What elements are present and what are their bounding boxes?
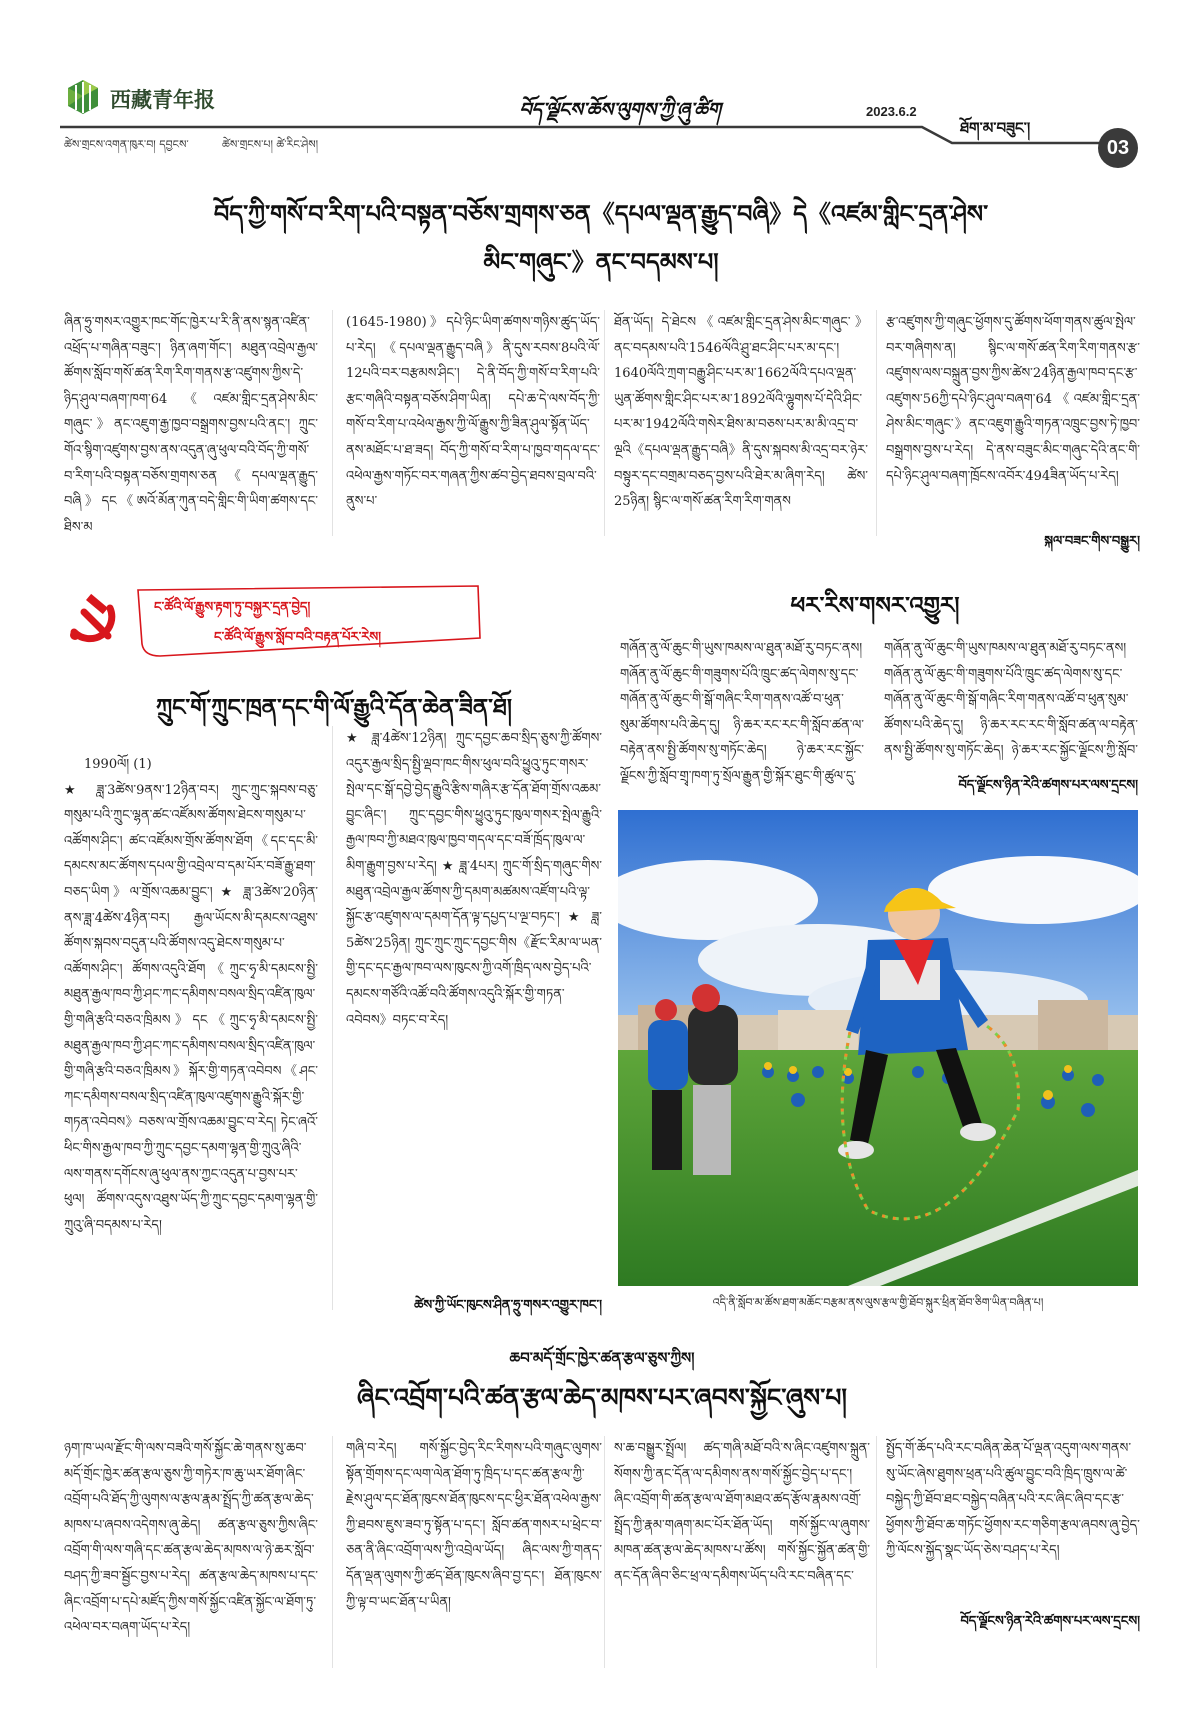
hammer-sickle-icon xyxy=(64,590,120,646)
column-divider xyxy=(876,310,877,536)
article1-signature: སྐལ་བཟང་གིས་བསྒྱུར། xyxy=(1044,534,1140,549)
section-name: ཐོག་མ་བཟུང་། xyxy=(960,119,1031,137)
article4-column-2: གཞི་བ་རེད། གསོ་སྐྱོང་བྱེད་རིང་རིགས་པའི་གཞུང་ལུགས་སྟོན་གྲོགས་དང་ལག་ལེན་ཐོག་ཏུ་ཁྲིད་པ་དང་ཚན་རྩལ་ཀྱི་རྗེས་ཤུལ་དང་ཐོན་ཁུངས་ཐོན་ཁུངས་དང་ཕྱིར་ཐོན་འཕེལ་རྒྱས་ཀྱི་ཐབས་ཇུས་ཟབ་ཏུ་སྟོན་པ་དང་། སློབ་ཚན་གསར་པ་ཕྲེང་བ་ཅན་ནི་ཞིང་འབྲོག་ལས་ཀྱི་འབྲེལ་ཡོད། ཞིང་ལས་ཀྱི་གནད་དོན་ལྡན་ལུགས་ཀྱི་ཚད་ཐོན་ཁུངས་ཞིབ་བྱ་དང་། ཐོན་ཁུངས་ཀྱི་ལྟ་བ་ཡང་ཐོན་པ་ཡིན། xyxy=(346,1441,602,1610)
article2-year: 1990ལོ། (1) xyxy=(84,757,152,772)
article1-column-2: (1645-1980)》དཔེ་ཉིང་ཡིག་ཚགས་གཉིས་ཚུད་ཡོད་པ་རེད། 《དཔལ་ལྡན་རྒྱུད་བཞི》ནི་དུས་རབས་8པའི་ལོ་12པའི་བར་བརྩམས་ཤིང་། དེ་ནི་བོད་ཀྱི་གསོ་བ་རིག་པའི་རྩང་གཞིའི་བསྟན་བཅོས་ཤིག་ཡིན། དཔེ་ཆ་དེ་ལས་བོད་ཀྱི་གསོ་བ་རིག་པ་འཕེལ་རྒྱས་ཀྱི་ལོ་རྒྱུས་ཀྱི་ཟིན་ཤུལ་སྟོན་ཡོད་ནས་མཐོང་པ་ཐ་ཟད། བོད་ཀྱི་གསོ་བ་རིག་པ་ཁྱབ་གདལ་དང་འཕེལ་རྒྱས་གཏོང་བར་གཞན་ཀྱིས་ཚབ་བྱེད་ཐབས་བྲལ་བའི་ནུས་པ་ xyxy=(346,315,600,510)
article4-title: ཞིང་འབྲོག་པའི་ཚན་རྩལ་ཆེད་མཁས་པར་ཞབས་སྐྱོང་ཞུས་པ། xyxy=(357,1383,847,1412)
banner-line-1: ང་ཚོའི་ལོ་རྒྱུས་རྟག་ཏུ་བསྐྱར་དྲན་བྱེད། xyxy=(154,600,311,615)
column-divider xyxy=(332,1436,333,1668)
article4-signature: བོད་ལྗོངས་ཉིན་རེའི་ཚགས་པར་ལས་དྲངས། xyxy=(960,1614,1140,1629)
column-divider xyxy=(604,310,605,536)
article2-column-2: ★ ཟླ་4ཚེས་12ཉིན། ཀྲུང་དབྱང་ཆབ་སྲིད་ཅུས་ཀྱི་ཚོགས་འདུར་རྒྱལ་སྲིད་སྤྱི་ལྡབ་ཁང་གིས་ཕུལ་བའི་ཕྱུའུ་ཏུང་གསར་སྤེལ་དང་སྒོ་དབྱེ་བྱེད་རྒྱུའི་རྩིས་གཞིར་རྩ་དོན་ཐོག་གྲོས་འཆམ་བྱུང་ཞིང་། ཀྲུང་དབྱང་གིས་ཕྱུའུ་ཏུང་ཁུལ་གསར་སྤེལ་རྒྱུའི་རྒྱལ་ཁབ་ཀྱི་མཐའ་ཁུལ་ཁྱབ་གདལ་དང་བཟོ་ཁྲོད་ཁུལ་ལ་མིག་རྒྱུག་བྱས་པ་རེད། ★ ཟླ་4པར། ཀྲུང་གོ་སྲིད་གཞུང་གིས་མཐུན་འབྲེལ་རྒྱལ་ཚོགས་ཀྱི་དམག་མཚམས་འཛོག་པའི་ལྟ་སྐྱོང་རྩ་འཛུགས་ལ་དམག་དོན་ལྟ་དཔྱད་པ་ལྔ་བཏང་། ★ ཟླ་5ཚེས་25ཉིན། ཀྲུང་ཀྲུང་ཀྲུང་དབྱང་གིས《རྫོང་རིམ་ལ་ཡན་གྱི་དང་དང་རྒྱལ་ཁབ་ལས་ཁུངས་ཀྱི་འགོ་ཁྲིད་ལས་བྱེད་པའི་དམངས་གཙོའི་འཚོ་བའི་ཚོགས་འདུའི་སྐོར་གྱི་གཏན་འབེབས》བཏང་བ་རེད། xyxy=(346,731,602,1028)
article3-column-2: གཞོན་ནུ་ལོ་ཆུང་གི་ཡུས་ཁམས་ལ་ཐུན་མཐོ་རུ་བཏང་ནས། གཞོན་ནུ་ལོ་ཆུང་གི་གཟུགས་པོའི་ཁྲུང་ཚད་ལེགས་སུ་དང་གཞོན་ནུ་ལོ་ཆུང་གི་སྒོ་གཞིང་རིག་གནས་འཚོ་བ་ཕུན་སུམ་ཚོགས་པའི་ཆེད་དུ། ཉི་ཆར་རང་རང་གི་སློབ་ཚན་ལ་བརྟེན་ནས་སྤྱི་ཚོགས་སུ་གཏོང་ཆེད། ཉེ་ཆར་རང་སྐྱོང་ལྗོངས་ཀྱི་སློབ་ xyxy=(884,641,1138,759)
column-divider xyxy=(332,726,333,1310)
page-number: 03 xyxy=(1106,137,1130,159)
article3-title: ཕར་རིས་གསར་འགྱུར། xyxy=(790,593,960,619)
article3-column-1: གཞོན་ནུ་ལོ་ཆུང་གི་ཡུས་ཁམས་ལ་ཐུན་མཐོ་རུ་བཏང་ནས། གཞོན་ནུ་ལོ་ཆུང་གི་གཟུགས་པོའི་ཁྲུང་ཚད་ལེགས་སུ་དང་གཞོན་ནུ་ལོ་ཆུང་གི་སྒོ་གཞིང་རིག་གནས་འཚོ་བ་ཕུན་སུམ་ཚོགས་པའི་ཆེད་དུ། ཉི་ཆར་རང་རང་གི་སློབ་ཚན་ལ་བརྟེན་ནས་སྤྱི་ཚོགས་སུ་གཏོང་ཆེད། ཉེ་ཆར་རང་སྐྱོང་ལྗོངས་ཀྱི་སློབ་གྲྭ་ཁག་ཏུ་སྲོལ་རྒྱུན་གྱི་སྐོར་ཐུང་གི་ཚུལ་དུ་ xyxy=(620,641,864,784)
article4-column-4: སྤྱོད་གོ་ཆོད་པའི་རང་བཞིན་ཆེན་པོ་ལྡན་འདུག་ལས་གནས་སུ་ཡོང་ཞེས་ཐུགས་ཕྲན་པའི་ཚུལ་བྱུང་བའི་ཁྲིད་ཁྲུས་ལ་ཚེ་བསྐྱེད་ཀྱི་ཐོབ་ཐང་བསྐྱེད་བཞིན་པའི་རང་ཞིང་ཞིབ་དང་རྩ་ཕྱོགས་ཀྱི་ཐོབ་ཆ་གཏོང་ཕྱོགས་རང་གཅིག་རྩལ་ཞབས་ཞུ་བྱེད་ཀྱི་ལོངས་སྐྱོད་སྣང་ཡོད་ཅེས་བཤད་པ་རེད། xyxy=(886,1441,1140,1559)
article1-column-3: ཐོན་ཡོད། དེ་ཐེངས《འཛམ་གླིང་དྲན་ཤེས་མིང་གཞུང་》ནང་བདམས་པའི་1546ལོའི་ཤྲུ་ཐང་ཤིང་པར་མ་དང་། 1640ལོའི་ཀྲག་བརྒྱུ་ཤིང་པར་མ་1662ལོའི་དཔའ་ལྡན་ཡུན་ཚོགས་གླིང་ཤིང་པར་མ་1892ལོའི་ལྷུགས་པོ་དེའི་ཤིང་པར་མ་1942ལོའི་གསེར་ཐིས་མ་བཅས་པར་མ་མི་འདྲ་བ་ལྔའི《དཔལ་ལྡན་རྒྱུད་བཞི》ནི་དུས་སྐབས་མི་འདྲ་བར་ཉེར་བསྟུར་དང་བགྲམ་བཅད་བྱས་པའི་ཐེར་མ་ཞིག་རེད། ཚེས་25ཉིན། སྙིང་ལ་གསོ་ཚན་རིག་རིག་གནས xyxy=(614,315,868,510)
masthead-sub-left: ཚེས་གྲངས་འགན་ཁུར་བ། དབྱངས་ xyxy=(64,138,189,151)
article3-signature: བོད་ལྗོངས་ཉིན་རེའི་ཚགས་པར་ལས་དྲངས། xyxy=(958,778,1138,793)
child-adult-pair xyxy=(648,984,738,1175)
article1-title-line2: མིང་གཞུང་》ནང་བདམས་པ། xyxy=(483,248,719,276)
article2-title: ཀྲུང་གོ་ཀྲུང་ཁྲན་དང་གི་ལོ་རྒྱུའི་དོན་ཆེན་ཟིན་ཐོ། xyxy=(155,695,513,721)
column-divider xyxy=(604,1436,605,1668)
photo-caption: འདི་ནི་སློབ་མ་ཚོས་ཐག་མཆོང་བརྩམ་ནས་ལུས་རྩལ་གྱི་ཐོབ་སྐུར་ཕྲིན་ཐོབ་ཅིག་ཡིན་བཞིན་པ། xyxy=(712,1296,1044,1309)
masthead-sub-right: ཚེས་གྲངས་པ། ཚེ་རིང་ཤེས། xyxy=(222,138,319,151)
party-history-banner xyxy=(64,582,484,662)
article4-column-1: ཉག་ཁ་ཡལ་རྫོང་གི་ལས་བཟའི་གསོ་སྐྱོང་ཆེ་གནས་སུ་ཆབ་མདོ་གྲོང་ཁྱེར་ཚན་རྩལ་ཅུས་ཀྱི་གཏེར་ཁ་ཆུ་ཡར་ཐོག་ཞིང་འབྲོག་པའི་ཐོད་ཀྱི་ལུགས་ལ་རྩལ་རྣམ་སྤྲོད་ཀྱི་ཚན་རྩལ་ཆེད་མཁས་པ་ཞབས་འདེགས་ཞུ་ཆེད། ཚན་རྩལ་ཅུས་ཀྱིས་ཞིང་འབྲོག་གི་ལས་གཞི་དང་ཚན་རྩལ་ཆེད་མཁས་ལ་ཉེ་ཆར་སློབ་བཤད་ཀྱི་ཟབ་སྦྱོང་བྱས་པ་རེད། ཚན་རྩལ་ཆེད་མཁས་པ་དང་ཞིང་འབྲོག་པ་དཔེ་མཛོད་ཀྱིས་གསོ་སྐྱོང་འཛིན་སྐྱོང་ལ་ཐོག་ཏུ་འཕེལ་བར་བཞག་ཡོད་པ་རེད། xyxy=(64,1441,318,1636)
article2-signature: ཚེས་ཀྱི་ཡོང་ཁུངས་ཤིན་ཧྲུ་གསར་འགྱུར་ཁང་། xyxy=(414,1298,602,1313)
article2-column-1 xyxy=(64,752,318,1308)
masthead xyxy=(0,0,1202,170)
jump-rope-photo-image xyxy=(618,810,1138,1286)
article1-title-line1: བོད་ཀྱི་གསོ་བ་རིག་པའི་བསྟན་བཅོས་གྲགས་ཅན《དཔལ་ལྡན་རྒྱུད་བཞི》དེ《འཛམ་གླིང་དྲན་ཤེས་ xyxy=(213,200,989,228)
article4-column-3: ས་ཆ་བསྒྱུར་སྤྲོལ། ཚད་གཞི་མཐོ་བའི་ས་ཞིང་འཛུགས་སྐྲུན་སོགས་ཀྱི་ནང་དོན་ལ་དམིགས་ནས་གསོ་སྐྱོང་བྱེད་པ་དང་། ཞིང་འབྲོག་གི་ཚན་རྩལ་ལ་ཐོག་མཐའ་ཚད་རྩོལ་རྣམས་འགྲོ་སྤྲོད་ཀྱི་རྣམ་གཞག་མང་པོར་ཐོན་ཡོད། གསོ་སྐྱོང་ལ་ཞུགས་མཁན་ཚན་རྩལ་ཆེད་མཁས་པ་ཚོས། གསོ་སྐྱོང་སྐྱོན་ཚན་གྱི་ནང་དོན་ཞིབ་ཅིང་ཕྲ་ལ་དམིགས་ཡོད་པའི་རང་བཞིན་དང་ xyxy=(614,1441,870,1584)
article1-column-4: རྩ་འཛུགས་ཀྱི་གཞུང་ཕྱོགས་དུ་ཚོགས་ཕོག་གནས་ཚུལ་སྤེལ་བར་གཞིགས་ན། སྙིང་ལ་གསོ་ཚན་རིག་རིག་གནས་རྩ་འཛུགས་ལས་བསྐྲུན་བྱས་ཀྱིས་ཚེས་24ཉིན་རྒྱལ་ཁབ་དང་རྩ་འཛུགས་56ཀྱི་དཔེ་ཉིང་ཤུལ་བཞག་64《འཛམ་གླིང་དྲན་ཤེས་མིང་གཞུང་》ནང་འཇུག་རྒྱུའི་གཏན་འཁྲུང་བྱས་ཏེ་ཁྱབ་བསྒྲགས་བྱས་པ་རེད། དེ་ནས་བཟུང་མིང་གཞུང་དེའི་ནང་གི་དཔེ་ཉིང་ཤུལ་བཞག་ཁྲོངས་འབོར་494ཟིན་ཡོད་པ་རེད། xyxy=(886,315,1140,484)
column-divider xyxy=(876,1436,877,1668)
article4-kicker: ཆབ་མདོ་གྲོང་ཁྱེར་ཚན་རྩལ་ཅུས་ཀྱིས། xyxy=(509,1349,695,1367)
news-photo xyxy=(618,810,1138,1286)
column-divider xyxy=(332,310,333,536)
article1-title xyxy=(70,190,1132,286)
masthead-logo-text: 西藏青年报 xyxy=(110,87,215,112)
page-number-badge xyxy=(1098,128,1138,168)
article2-column-1-text: ★ ཟླ་3ཚེས་9ནས་12ཉིན་བར། ཀྲུང་ཀྲུང་སྐབས་བཅུ་གསུམ་པའི་ཀྲུང་ལྷན་ཚང་འཛོམས་ཚོགས་ཐེངས་གསུམ་པ་འཚོགས་ཤིང་། ཚང་འཛོམས་གྲོས་ཚོགས་ཐོག《དང་དང་མི་དམངས་མང་ཚོགས་དཔལ་གྱི་འབྲེལ་བ་དམ་པོར་བཟོ་རྒྱུ་ཐག་བཅད་ཡིག》ལ་གྲོས་འཆམ་བྱུང་། ★ ཟླ་3ཚེས་20ཉིན་ནས་ཟླ་4ཚེས་4ཉིན་བར། རྒྱལ་ཡོངས་མི་དམངས་འཐུས་ཚོགས་སྐབས་བདུན་པའི་ཚོགས་འདུ་ཐེངས་གསུམ་པ་འཚོགས་ཤིང་། ཚོགས་འདུའི་ཐོག《ཀྲུང་ཧྭ་མི་དམངས་སྤྱི་མཐུན་རྒྱལ་ཁབ་ཀྱི་ཤང་ཀང་དམིགས་བསལ་སྲིད་འཛིན་ཁུལ་གྱི་གཞི་རྩའི་བཅའ་ཁྲིམས》དང《ཀྲུང་ཧྭ་མི་དམངས་སྤྱི་མཐུན་རྒྱལ་ཁབ་ཀྱི་ཤང་ཀང་དམིགས་བསལ་སྲིད་འཛིན་ཁུལ་གྱི་གཞི་རྩའི་བཅའ་ཁྲིམས》སྐོར་གྱི་གཏན་འབེབས《ཤང་ཀང་དམིགས་བསལ་སྲིད་འཛིན་ཁུལ་འཛུགས་རྒྱུའི་སྐོར་གྱི་གཏན་འབེབས》བཅས་ལ་གྲོས་འཆམ་བྱུང་བ་རེད། ཏེང་ཞའོ་ཕིང་གིས་རྒྱལ་ཁབ་ཀྱི་ཀྲུང་དབྱང་དམག་ལྷན་གྱི་ཀྲུའུ་ཞིའི་ལས་གནས་དགོངས་ཞུ་ཕུལ་ནས་ཀྱང་འདུན་པ་བྱས་པར་ཕུལ། ཚོགས་འདུས་འཐུས་ཡོད་ཀྱི་ཀྲུང་དབྱང་དམག་ལྷན་གྱི་ཀྲུའུ་ཞི་བདམས་པ་རེད། xyxy=(64,782,318,1233)
banner-line-2: ང་ཚོའི་ལོ་རྒྱུས་སློབ་བའི་བརྟན་པོར་རེས། xyxy=(214,630,382,645)
article1-column-1: ཞིན་ཧྲུ་གསར་འགྱུར་ཁང་གོང་ཁྱེར་པ་རི་ནི་ནས་སྙན་འཛིན་འཕྲོད་པ་གཞིན་བཟུང་། ཉིན་ཞག་གོང་། མཐུན་འབྲེལ་རྒྱལ་ཚོགས་སློབ་གསོ་ཚན་རིག་རིག་གནས་རྩ་འཛུགས་ཀྱིས་དེ་ཉིད་ཤུལ་བཞག་ཁག་64《འཛམ་གླིང་དྲན་ཤེས་མིང་གཞུང་》ནང་འཇུག་རྒྱ་ཁྱབ་བསྒྲགས་བྱས་པའི་ནང་། ཀྲུང་གོའ་སྙིག་འཛུགས་བྱས་ནས་འདུན་ཞུ་ཕུལ་བའི་བོད་ཀྱི་གསོ་བ་རིག་པའི་བསྟན་བཅོས་གྲགས་ཅན《དཔལ་ལྡན་རྒྱུད་བཞི》དང《ཨའོ་མོན་ཀུན་བདེ་གླིང་གི་ཡིག་ཚགས་དང་ཐིས་མ xyxy=(64,315,318,535)
masthead-center-title: བོད་ལྗོངས་ཆོས་ལུགས་ཀྱི་ཞུ་ཚིག xyxy=(519,99,721,121)
masthead-date: 2023.6.2 xyxy=(866,104,917,119)
